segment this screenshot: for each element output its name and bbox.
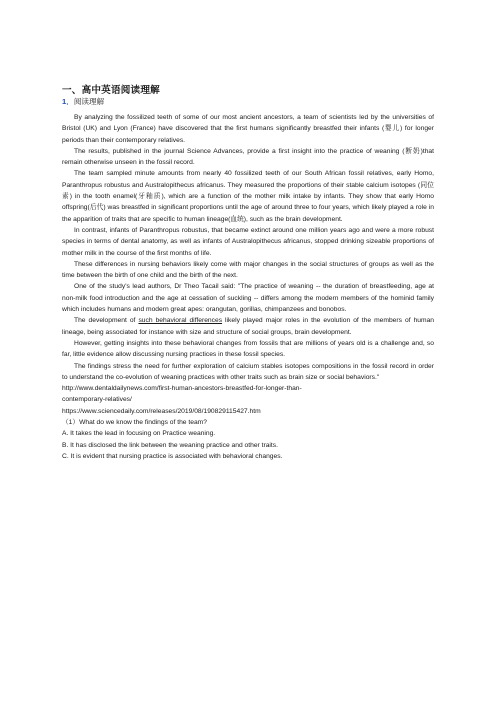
option-c: C. It is evident that nursing practice is associated with behavioral changes. xyxy=(62,452,283,460)
underlined-phrase: such behavioral differences xyxy=(138,317,223,325)
paragraph: The findings stress the need for further exploration of calcium stables isotopes compositions in the fossil record in order to understand the co-evolution of weaning practices with other traits such as brain size or social behaviors." xyxy=(62,362,434,381)
paragraph: The results, published in the journal Science Advances, provide a first insight into the practice of weaning (断奶)that remain otherwise unseen in the fossil record. xyxy=(62,147,434,167)
subsection-number: 1． xyxy=(62,97,74,106)
source-link[interactable]: https://www.sciencedaily.com/releases/2019/08/190829115427.htm xyxy=(62,407,261,415)
reading-passage xyxy=(62,112,434,462)
paragraph-prefix: The development of xyxy=(74,317,139,325)
paragraph: These differences in nursing behaviors likely come with major changes in the social structures of groups as well as the time between the birth of one child and the birth of the next. xyxy=(62,260,434,280)
section-heading: 一、高中英语阅读理解 xyxy=(62,85,160,96)
option-a: A. It takes the lead in focusing on Practice weaning. xyxy=(62,430,216,438)
source-link[interactable]: http://www.dentaldailynews.com/first-human-ancestors-breastfed-for-longer-than- xyxy=(62,385,302,393)
subsection-heading xyxy=(62,96,104,107)
option-b: B. It has disclosed the link between the weaning practice and other traits. xyxy=(62,441,278,449)
question-stem: （1）What do we know the findings of the team? xyxy=(62,419,207,427)
paragraph: In contrast, infants of Paranthropus robustus, that became extinct around one million years ago and were a more robust species in terms of dental anatomy, as well as infants of Australopithecus africanus, stopped drinking sizeable proportions of mother milk in the course of the first months of life. xyxy=(62,226,434,257)
source-link-continued[interactable]: contemporary-relatives/ xyxy=(62,396,132,404)
paragraph: The team sampled minute amounts from nearly 40 fossilized teeth of our South African fossil relatives, early Homo, Paranthropus robustus and Australopithecus africanus. They measured the proportions of their stable calcium isotopes (同位素) in the tooth enamel(牙釉质), which are a function of the mother milk intake by infants. They show that early Homo offspring(后代) was breastfed in significant proportions until the age of around three to four years, which likely played a role in the apparition of traits that are specific to human lineage(血统), such as the brain development. xyxy=(62,170,434,223)
paragraph: One of the study's lead authors, Dr Theo Tacail said: "The practice of weaning -- the duration of breastfeeding, age at non-milk food introduction and the age at cessation of suckling -- differs among the modern members of the hominid family which includes humans and modern great apes: orangutan, gorillas, chimpanzees and bonobos. xyxy=(62,283,434,314)
paragraph: By analyzing the fossilized teeth of some of our most ancient ancestors, a team of scientists led by the universities of Bristol (UK) and Lyon (France) have discovered that the first humans significantly breastfed their infants (婴儿) for longer periods than their contemporary relatives. xyxy=(62,114,434,144)
paragraph-underlined-phrase xyxy=(62,315,434,338)
paragraph: However, getting insights into these behavioral changes from fossils that are millions of years old is a challenge and, so far, little evidence allow discussing nursing practices in these fossil species. xyxy=(62,339,434,359)
subsection-label: 阅读理解 xyxy=(73,97,105,106)
paragraph-suffix: likely played major roles in the evolution of the members of human lineage, being associated for instance with size and structure of social groups, brain development. xyxy=(62,317,435,336)
